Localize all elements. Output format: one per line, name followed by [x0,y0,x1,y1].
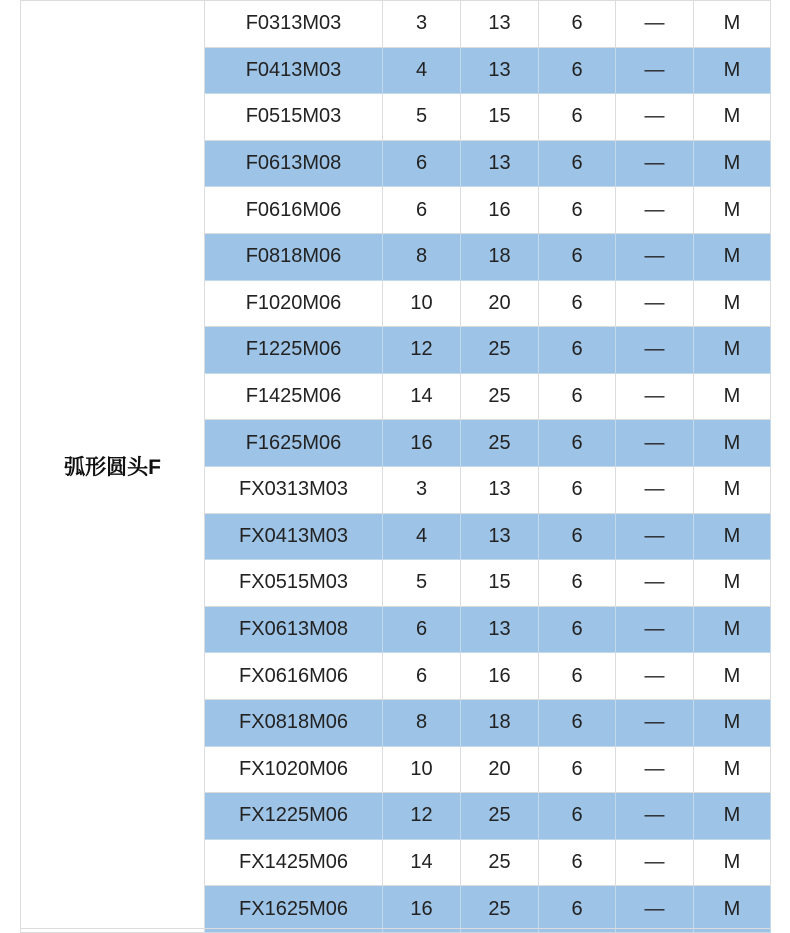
value-cell-4: — [616,420,694,467]
value-cell-3: 6 [539,886,616,933]
value-cell-4: — [616,699,694,746]
value-cell-1: 8 [383,233,461,280]
value-cell-5: M [694,327,771,374]
value-cell-5: M [694,47,771,94]
model-cell: F1225M06 [205,327,383,374]
model-cell: F1625M06 [205,420,383,467]
value-cell-1: 6 [383,187,461,234]
value-cell-4: — [616,47,694,94]
spec-table [20,0,771,933]
value-cell-5: M [694,94,771,141]
value-cell-1: 6 [383,606,461,653]
value-cell-2: 13 [461,1,539,48]
value-cell-5: M [694,420,771,467]
value-cell-4: — [616,746,694,793]
model-cell: F1020M06 [205,280,383,327]
value-cell-4: — [616,839,694,886]
value-cell-2: 16 [461,187,539,234]
value-cell-2: 25 [461,793,539,840]
value-cell-1: 14 [383,373,461,420]
value-cell-3: 6 [539,699,616,746]
value-cell-4: — [616,606,694,653]
spec-table-container [20,0,770,929]
value-cell-5: M [694,606,771,653]
value-cell-2: 13 [461,47,539,94]
value-cell-4: — [616,653,694,700]
model-cell: F0818M06 [205,233,383,280]
value-cell-5: M [694,793,771,840]
category-label: 弧形圆头F [21,1,205,933]
model-cell: FX0818M06 [205,699,383,746]
value-cell-3: 6 [539,420,616,467]
value-cell-2: 25 [461,886,539,933]
value-cell-5: M [694,886,771,933]
value-cell-2: 18 [461,233,539,280]
value-cell-3: 6 [539,839,616,886]
value-cell-1: 5 [383,94,461,141]
table-bottom-border [20,928,770,929]
value-cell-1: 12 [383,327,461,374]
value-cell-4: — [616,513,694,560]
value-cell-3: 6 [539,793,616,840]
value-cell-2: 13 [461,513,539,560]
model-cell: FX0613M08 [205,606,383,653]
value-cell-5: M [694,746,771,793]
value-cell-4: — [616,373,694,420]
model-cell: F0313M03 [205,1,383,48]
model-cell: FX1225M06 [205,793,383,840]
value-cell-1: 10 [383,280,461,327]
value-cell-2: 25 [461,839,539,886]
value-cell-4: — [616,466,694,513]
value-cell-5: M [694,1,771,48]
model-cell: F0616M06 [205,187,383,234]
value-cell-2: 18 [461,699,539,746]
value-cell-4: — [616,140,694,187]
model-cell: FX1020M06 [205,746,383,793]
value-cell-5: M [694,653,771,700]
value-cell-5: M [694,839,771,886]
value-cell-1: 8 [383,699,461,746]
value-cell-3: 6 [539,327,616,374]
value-cell-3: 6 [539,187,616,234]
value-cell-5: M [694,140,771,187]
value-cell-3: 6 [539,513,616,560]
model-cell: FX0515M03 [205,560,383,607]
model-cell: FX1425M06 [205,839,383,886]
value-cell-1: 3 [383,466,461,513]
value-cell-4: — [616,94,694,141]
model-cell: F1425M06 [205,373,383,420]
value-cell-5: M [694,233,771,280]
table-row [21,1,771,48]
value-cell-3: 6 [539,606,616,653]
value-cell-2: 15 [461,560,539,607]
value-cell-5: M [694,560,771,607]
value-cell-4: — [616,560,694,607]
value-cell-4: — [616,187,694,234]
model-cell: FX0413M03 [205,513,383,560]
value-cell-4: — [616,233,694,280]
spec-table-body [21,1,771,933]
value-cell-2: 13 [461,140,539,187]
value-cell-3: 6 [539,560,616,607]
value-cell-3: 6 [539,466,616,513]
value-cell-1: 5 [383,560,461,607]
value-cell-1: 6 [383,140,461,187]
value-cell-2: 15 [461,94,539,141]
value-cell-5: M [694,699,771,746]
model-cell: F0613M08 [205,140,383,187]
value-cell-2: 25 [461,420,539,467]
value-cell-1: 16 [383,886,461,933]
value-cell-4: — [616,793,694,840]
value-cell-2: 13 [461,466,539,513]
value-cell-2: 25 [461,373,539,420]
value-cell-1: 4 [383,513,461,560]
value-cell-3: 6 [539,1,616,48]
value-cell-4: — [616,886,694,933]
model-cell: FX0313M03 [205,466,383,513]
value-cell-4: — [616,327,694,374]
value-cell-3: 6 [539,140,616,187]
value-cell-1: 16 [383,420,461,467]
value-cell-3: 6 [539,653,616,700]
value-cell-3: 6 [539,47,616,94]
model-cell: FX1625M06 [205,886,383,933]
value-cell-5: M [694,466,771,513]
model-cell: FX0616M06 [205,653,383,700]
value-cell-1: 3 [383,1,461,48]
value-cell-3: 6 [539,280,616,327]
model-cell: F0413M03 [205,47,383,94]
value-cell-3: 6 [539,233,616,280]
value-cell-2: 20 [461,746,539,793]
value-cell-5: M [694,280,771,327]
value-cell-1: 14 [383,839,461,886]
value-cell-5: M [694,373,771,420]
value-cell-2: 25 [461,327,539,374]
model-cell: F0515M03 [205,94,383,141]
value-cell-2: 16 [461,653,539,700]
value-cell-4: — [616,280,694,327]
value-cell-5: M [694,513,771,560]
value-cell-2: 20 [461,280,539,327]
value-cell-3: 6 [539,373,616,420]
value-cell-3: 6 [539,746,616,793]
value-cell-2: 13 [461,606,539,653]
value-cell-1: 6 [383,653,461,700]
value-cell-4: — [616,1,694,48]
value-cell-1: 10 [383,746,461,793]
value-cell-5: M [694,187,771,234]
value-cell-3: 6 [539,94,616,141]
value-cell-1: 12 [383,793,461,840]
value-cell-1: 4 [383,47,461,94]
